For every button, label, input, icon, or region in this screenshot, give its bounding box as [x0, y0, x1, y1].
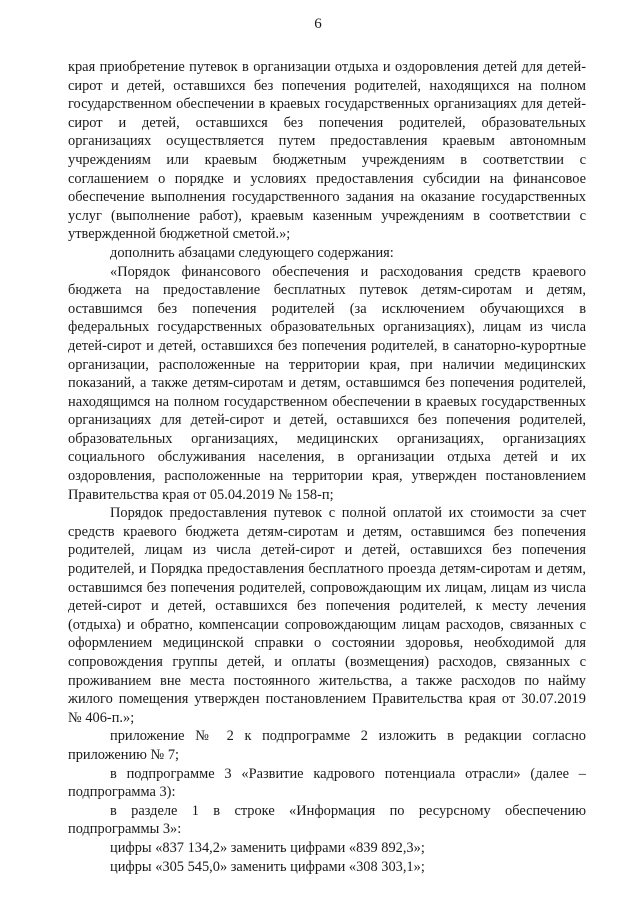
paragraph: края приобретение путевок в организации отдыха и оздоровления детей для детей-сирот и детей, оставшихся без попечения родителей, находящихся на полном государственном обеспечении в краевых государственных организациях для детей-сирот и детей, оставшихся без попечения родителей, образовательных организациях осуществляется путем предоставления краевым автономным учреждениям или краевым бюджетным учреждениям в соответствии с соглашением о порядке и условиях предоставления субсидии на финансовое обеспечение выполнения государственного задания на оказание государственных услуг (выполнение работ), краевым казенным учреждениям в соответствии с утвержденной бюджетной сметой.»;: [68, 59, 586, 243]
page-number: 6: [314, 16, 322, 32]
paragraph: приложение № 2 к подпрограмме 2 изложить в редакции согласно приложению № 7;: [68, 728, 586, 763]
paragraph: в разделе 1 в строке «Информация по ресурсному обеспечению подпрограммы 3»:: [68, 802, 586, 838]
document-body: [68, 58, 586, 876]
paragraph: Порядок предоставления путевок с полной оплатой их стоимости за счет средств краевого бюджета детям-сиротам и детям, оставшимся без попечения родителей, лицам из числа детей-сирот и детей, оставшихся без попечения родителей, и Порядка предоставления бесплатного проезда детям-сиротам и детям, оставшимся без попечения родителей, сопровождающим их лицам, лицам из числа детей-сирот и детей, оставшихся без попечения родителей, к месту лечения (отдыха) и обратно, компенсации сопровождающим лицам расходов, связанных с оформлением медицинской справки о состоянии здоровья, необходимой для сопровождения группы детей, и оплаты (возмещения) расходов, связанных с проживанием вне места постоянного жительства, а также расходов по найму жилого помещения утвержден постановлением Правительства края от 30.07.2019 № 406-п.»;: [68, 505, 586, 726]
paragraph: цифры «837 134,2» заменить цифрами «839 892,3»;: [110, 839, 425, 856]
paragraph: цифры «305 545,0» заменить цифрами «308 303,1»;: [110, 858, 425, 875]
paragraph: в подпрограмме 3 «Развитие кадрового потенциала отрасли» (далее – подпрограмма 3):: [68, 765, 586, 801]
paragraph: «Порядок финансового обеспечения и расходования средств краевого бюджета на предоставление бесплатных путевок детям-сиротам и детям, оставшимся без попечения родителей (за исключением обучающихся в федеральных государственных образовательных организациях), лицам из числа детей-сирот и детей, оставшихся без попечения родителей, в санаторно-курортные организации, расположенные на территории края, при наличии медицинских показаний, а также детям-сиротам и детям, оставшимся без попечения родителей, находящимся на полном государственном обеспечении в краевых государственных организациях для детей-сирот и детей, оставшихся без попечения родителей, образовательных организациях, медицинских организациях, организациях социального обслуживания населения, в организации отдыха детей и их оздоровления, расположенные на территории края, утвержден постановлением Правительства края от 05.04.2019 № 158-п;: [68, 263, 586, 503]
paragraph: дополнить абзацами следующего содержания:: [110, 244, 394, 261]
